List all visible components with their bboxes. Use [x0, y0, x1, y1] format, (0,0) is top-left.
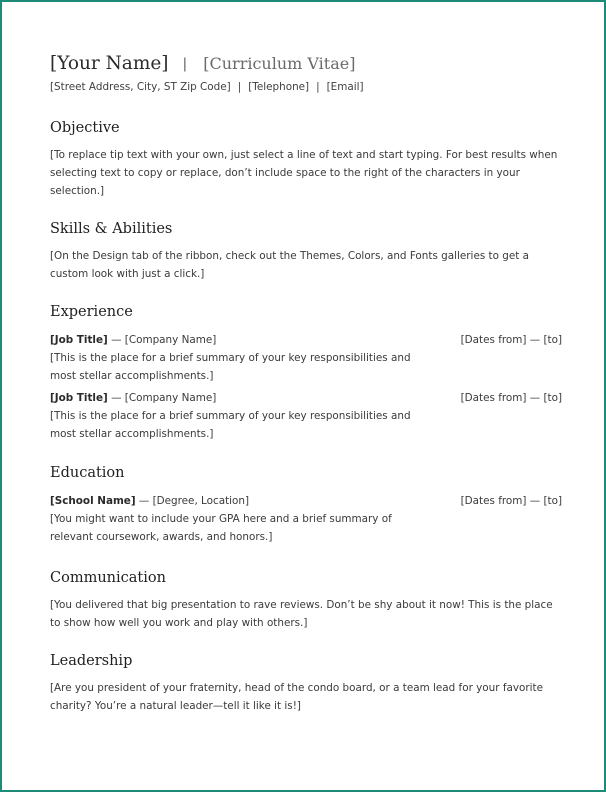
leadership-heading: Leadership — [50, 653, 133, 669]
education-heading: Education — [50, 465, 125, 481]
job-summary[interactable]: [This is the place for a brief summary of your key responsibilities and most stellar accomplishments.] — [50, 352, 411, 382]
company-name[interactable]: [Company Name] — [124, 334, 217, 346]
education-summary[interactable]: [You might want to include your GPA here and a brief summary of relevant coursework, awards, and honors.] — [50, 513, 392, 543]
communication-text[interactable]: [You delivered that big presentation to rave reviews. Don’t be shy about it now! This is the place to show how well you work and play with others.] — [50, 599, 553, 629]
contact-separator: | — [316, 81, 320, 93]
objective-heading: Objective — [50, 120, 120, 136]
education-dates[interactable]: [Dates from] — [to] — [460, 495, 562, 507]
job-entry-line — [50, 331, 562, 349]
contact-separator: | — [237, 81, 242, 93]
email-field[interactable]: [Email] — [326, 81, 364, 93]
objective-text[interactable]: [To replace tip text with your own, just select a line of text and start typing. For best results when selecting text to copy or replace, don’t include space to the right of the characters in your selection.] — [50, 149, 558, 197]
job-dash: — — [107, 392, 125, 404]
job-dates[interactable]: [Dates from] — [to] — [460, 392, 562, 404]
degree-location[interactable]: [Degree, Location] — [152, 495, 250, 507]
address-field[interactable]: [Street Address, City, ST Zip Code] — [50, 81, 231, 93]
job-title[interactable]: [Job Title] — [50, 334, 108, 346]
name-field[interactable]: [Your Name] — [50, 53, 169, 74]
job-dates[interactable]: [Dates from] — [to] — [460, 334, 562, 346]
document-title[interactable]: [Curriculum Vitae] — [203, 54, 356, 73]
job-entry-line — [50, 389, 562, 407]
skills-heading: Skills & Abilities — [50, 221, 173, 237]
resume-header — [50, 52, 562, 77]
company-name[interactable]: [Company Name] — [124, 392, 217, 404]
contact-line — [50, 80, 562, 94]
telephone-field[interactable]: [Telephone] — [248, 81, 310, 93]
header-separator: | — [182, 56, 188, 72]
communication-heading: Communication — [50, 570, 166, 586]
job-dash: — — [107, 334, 125, 346]
job-summary[interactable]: [This is the place for a brief summary of your key responsibilities and most stellar accomplishments.] — [50, 410, 411, 440]
school-name[interactable]: [School Name] — [50, 495, 136, 507]
education-entry-line — [50, 492, 562, 510]
experience-heading: Experience — [50, 304, 133, 320]
resume-document — [50, 52, 562, 712]
leadership-text[interactable]: [Are you president of your fraternity, head of the condo board, or a team lead for your favorite charity? You’re a natural leader—tell it like it is!] — [50, 682, 543, 712]
education-dash: — — [135, 495, 153, 507]
job-title[interactable]: [Job Title] — [50, 392, 108, 404]
skills-text[interactable]: [On the Design tab of the ribbon, check out the Themes, Colors, and Fonts galleries to get a custom look with just a click.] — [50, 250, 530, 280]
